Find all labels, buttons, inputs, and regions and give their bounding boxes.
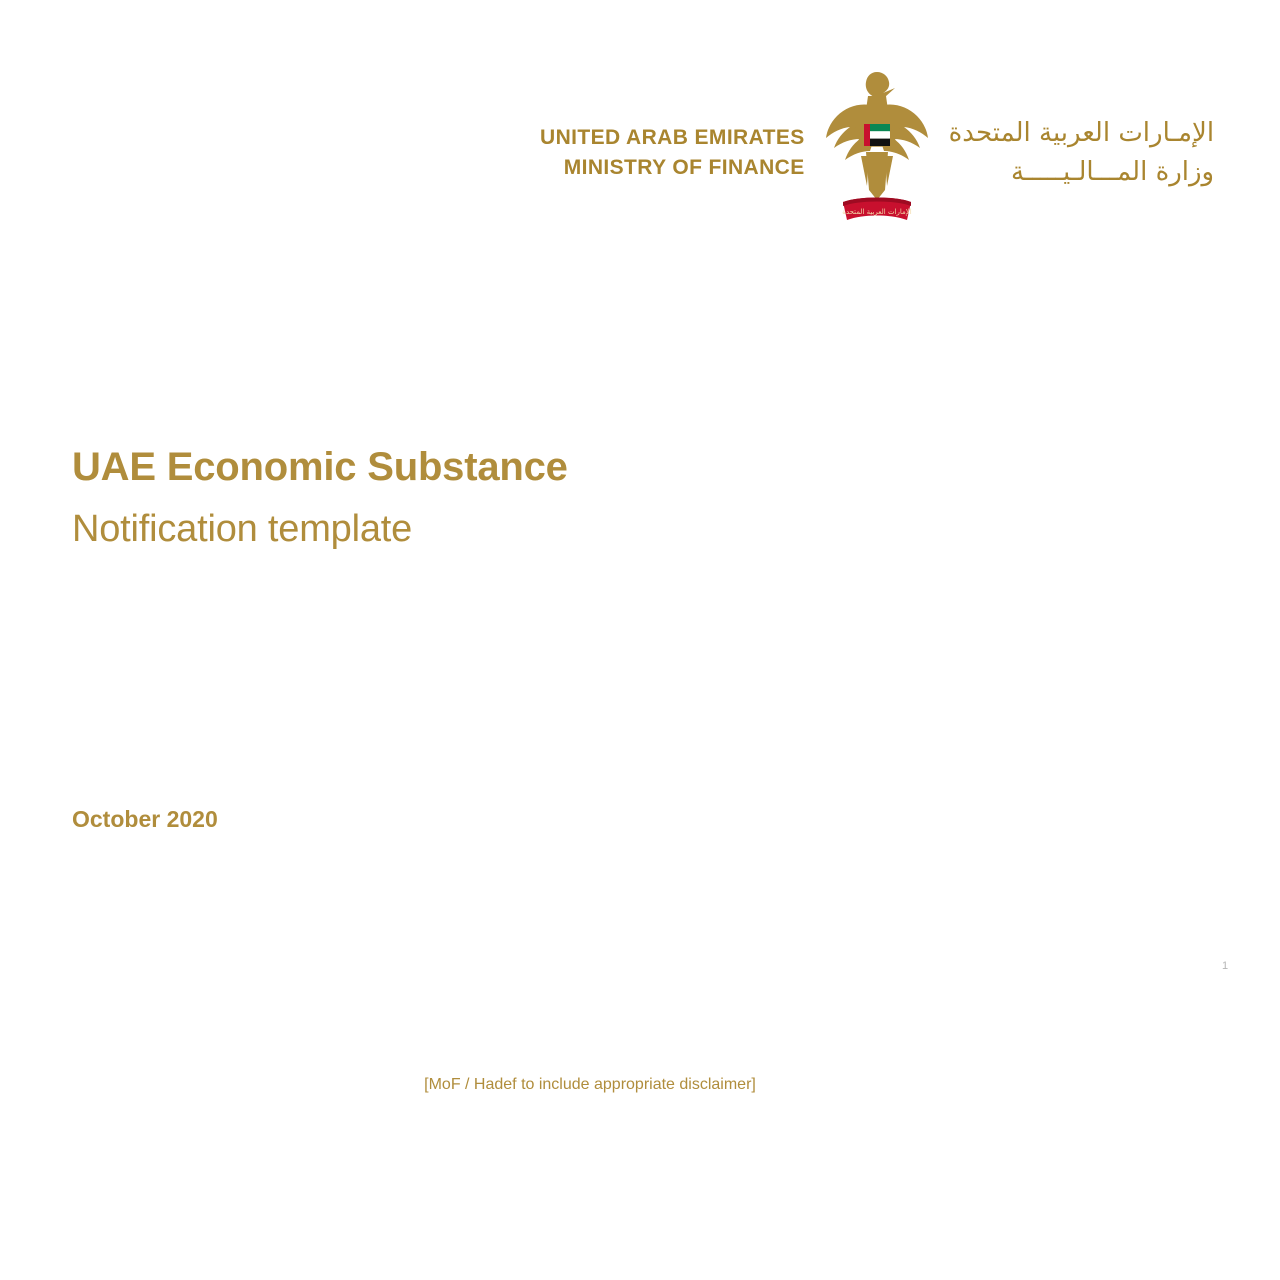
logo-english-line1: UNITED ARAB EMIRATES xyxy=(540,126,805,150)
svg-text:الإمارات العربية المتحدة: الإمارات العربية المتحدة xyxy=(841,208,912,216)
disclaimer-placeholder xyxy=(0,1076,1280,1094)
disclaimer-text: [MoF / Hadef to include appropriate disclaimer] xyxy=(424,1076,756,1093)
logo-english-line2: MINISTRY OF FINANCE xyxy=(563,156,805,179)
page-title: UAE Economic Substance xyxy=(72,445,568,489)
page-subtitle: Notification template xyxy=(72,508,413,550)
page-number: 1 xyxy=(1222,960,1229,972)
ministry-of-finance-logo xyxy=(540,58,1215,248)
logo-arabic-text xyxy=(933,114,1214,192)
uae-falcon-emblem-icon xyxy=(821,64,933,242)
logo-english-text xyxy=(540,123,821,183)
document-date: October 2020 xyxy=(72,806,218,832)
logo-arabic-line1: الإمـارات العربية المتحدة xyxy=(948,118,1215,148)
logo-arabic-line2: وزارة المـــالـيـــــة xyxy=(1010,157,1215,187)
